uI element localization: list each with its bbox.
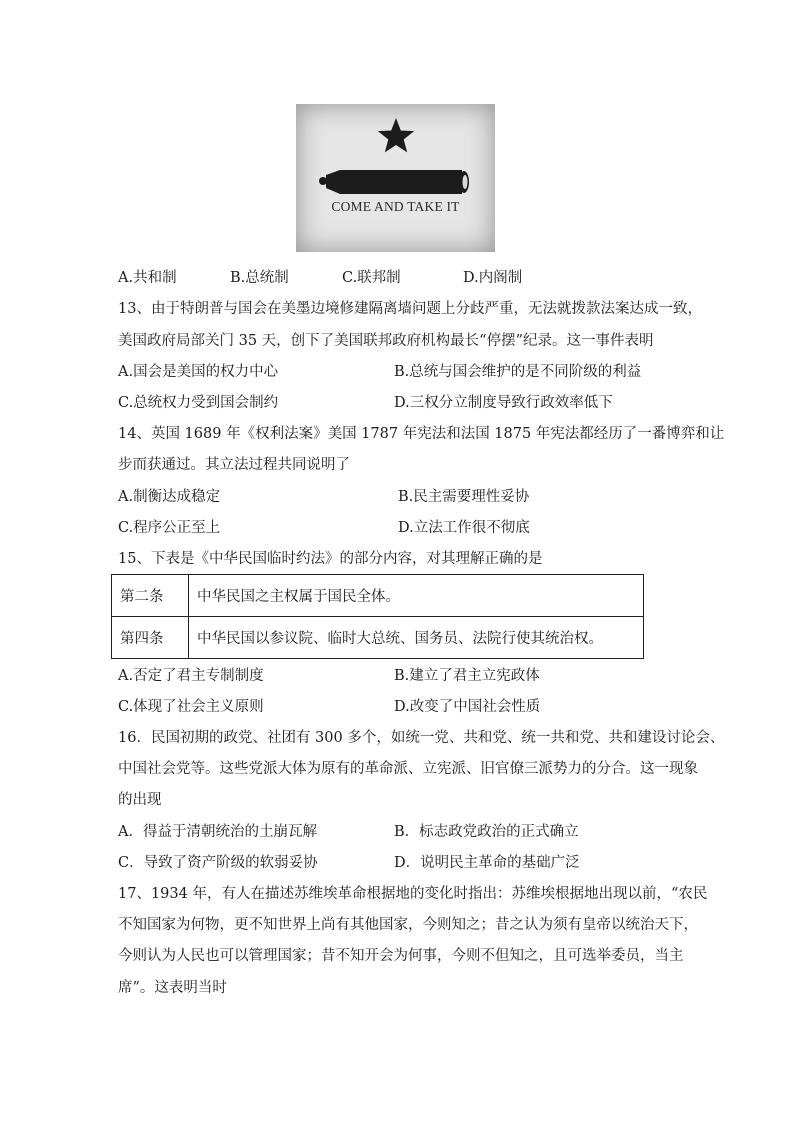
star-icon: [378, 118, 414, 152]
cannon-icon: [319, 170, 469, 194]
q17-stem-line-3: 今则认为人民也可以管理国家；昔不知开会为何事，今则不但知之，且可选举委员，当主: [118, 948, 684, 964]
q14-option-d: D.立法工作很不彻底: [398, 520, 530, 536]
q13-option-d: D.三权分立制度导致行政效率低下: [394, 395, 613, 411]
q13-option-b: B.总统与国会维护的是不同阶级的利益: [394, 364, 642, 380]
q16-option-c: C．导致了资产阶级的软弱妥协: [118, 855, 318, 871]
q16-option-a: A．得益于清朝统治的土崩瓦解: [118, 824, 317, 840]
q17-stem-line-2: 不知国家为何物，更不知世界上尚有其他国家，今则知之；昔之认为须有皇帝以统治天下，: [118, 917, 698, 933]
come-and-take-it-flag-image: [296, 104, 495, 252]
q13-option-a: A.国会是美国的权力中心: [118, 364, 279, 380]
flag-drawing: [296, 104, 495, 252]
q16-option-b: B．标志政党政治的正式确立: [394, 824, 579, 840]
table-row: [112, 617, 644, 659]
q15-option-d: D.改变了中国社会性质: [394, 699, 541, 715]
constitution-table: [111, 574, 644, 659]
q13-option-c: C.总统权力受到国会制约: [118, 395, 279, 411]
q12-option-b: B.总统制: [230, 270, 289, 286]
table-cell-article: 第四条: [112, 617, 189, 659]
table-cell-content: 中华民国以参议院、临时大总统、国务员、法院行使其统治权。: [189, 617, 644, 659]
q12-option-c: C.联邦制: [342, 270, 401, 286]
q12-option-d: D.内阁制: [463, 270, 523, 286]
table-cell-article: 第二条: [112, 575, 189, 617]
q16-stem-line-3: 的出现: [118, 792, 162, 808]
q14-stem-line-2: 步而获通过。其立法过程共同说明了: [118, 457, 350, 473]
q16-option-d: D．说明民主革命的基础广泛: [394, 855, 580, 871]
q14-option-a: A.制衡达成稳定: [118, 489, 221, 505]
q15-option-a: A.否定了君主专制制度: [118, 668, 264, 684]
q17-stem-line-4: 席”。这表明当时: [118, 980, 227, 996]
q14-option-b: B.民主需要理性妥协: [398, 489, 530, 505]
table-cell-content: 中华民国之主权属于国民全体。: [189, 575, 644, 617]
q17-stem-line-1: 17、1934 年，有人在描述苏维埃革命根据地的变化时指出：苏维埃根据地出现以前，“农民: [118, 886, 708, 902]
q15-stem: 15、下表是《中华民国临时约法》的部分内容，对其理解正确的是: [118, 551, 543, 567]
q12-option-a: A.共和制: [118, 270, 177, 286]
q15-option-b: B.建立了君主立宪政体: [394, 668, 540, 684]
flag-caption: COME AND TAKE IT: [331, 199, 460, 214]
q14-option-c: C.程序公正至上: [118, 520, 221, 536]
q15-option-c: C.体现了社会主义原则: [118, 699, 264, 715]
q16-stem-line-1: 16．民国初期的政党、社团有 300 多个，如统一党、共和党、统一共和党、共和建设讨论会、: [118, 730, 725, 746]
q16-stem-line-2: 中国社会党等。这些党派大体为原有的革命派、立宪派、旧官僚三派势力的分合。这一现象: [118, 761, 698, 777]
table-row: [112, 575, 644, 617]
q14-stem-line-1: 14、英国 1689 年《权利法案》美国 1787 年宪法和法国 1875 年宪法都经历了一番博弈和让: [118, 426, 725, 442]
q13-stem-line-2: 美国政府局部关门 35 天，创下了美国联邦政府机构最长“停摆”纪录。这一事件表明: [118, 333, 654, 349]
q13-stem-line-1: 13、由于特朗普与国会在美墨边境修建隔离墙问题上分歧严重，无法就拨款法案达成一致，: [118, 301, 702, 317]
